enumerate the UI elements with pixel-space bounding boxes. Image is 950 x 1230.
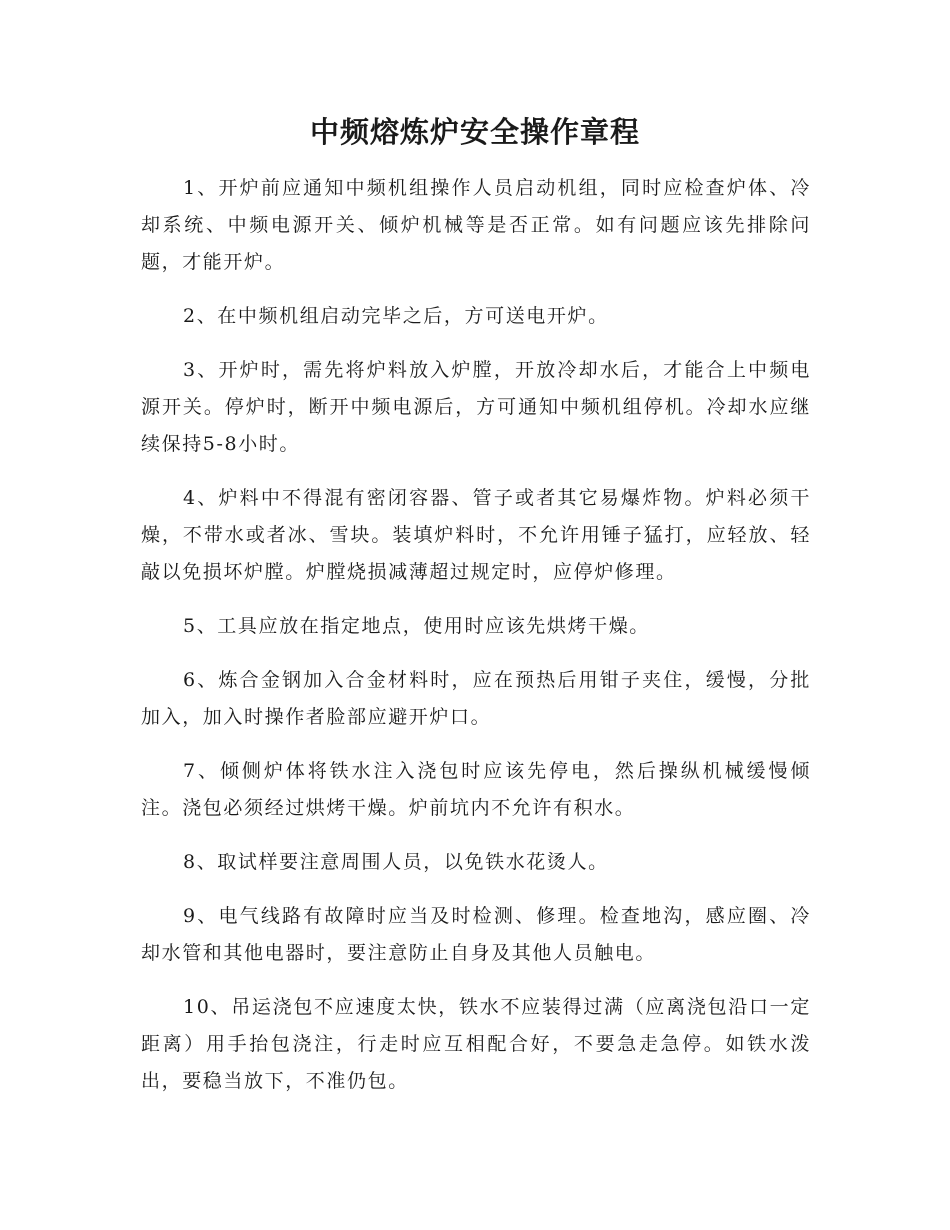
paragraph-10: 10、吊运浇包不应速度太快，铁水不应装得过满（应离浇包沿口一定距离）用手抬包浇注，行走时应互相配合好，不要急走急停。如铁水泼出，要稳当放下，不准仍包。	[141, 996, 811, 1092]
paragraph-5: 5、工具应放在指定地点，使用时应该先烘烤干燥。	[183, 615, 650, 637]
paragraph-8: 8、取试样要注意周围人员，以免铁水花烫人。	[183, 851, 609, 873]
document-title: 中频熔炼炉安全操作章程	[309, 115, 640, 149]
paragraph-2: 2、在中频机组启动完毕之后，方可送电开炉。	[183, 305, 609, 327]
paragraph-1: 1、开炉前应通知中频机组操作人员启动机组，同时应检查炉体、冷却系统、中频电源开关、倾炉机械等是否正常。如有问题应该先排除问题，才能开炉。	[141, 177, 811, 273]
paragraph-9: 9、电气线路有故障时应当及时检测、修理。检查地沟，感应圈、冷却水管和其他电器时，要注意防止自身及其他人员触电。	[141, 905, 811, 964]
paragraph-4: 4、炉料中不得混有密闭容器、管子或者其它易爆炸物。炉料必须干燥，不带水或者冰、雪块。装填炉料时，不允许用锤子猛打，应轻放、轻敲以免损坏炉膛。炉膛烧损减薄超过规定时，应停炉修理。	[141, 487, 811, 583]
document-body	[141, 170, 811, 1117]
paragraph-7: 7、倾侧炉体将铁水注入浇包时应该先停电，然后操纵机械缓慢倾注。浇包必须经过烘烤干燥。炉前坑内不允许有积水。	[141, 760, 811, 819]
paragraph-3: 3、开炉时，需先将炉料放入炉膛，开放冷却水后，才能合上中频电源开关。停炉时，断开中频电源后，方可通知中频机组停机。冷却水应继续保持5-8小时。	[141, 359, 811, 455]
paragraph-6: 6、炼合金钢加入合金材料时，应在预热后用钳子夹住，缓慢，分批加入，加入时操作者脸部应避开炉口。	[141, 669, 811, 728]
